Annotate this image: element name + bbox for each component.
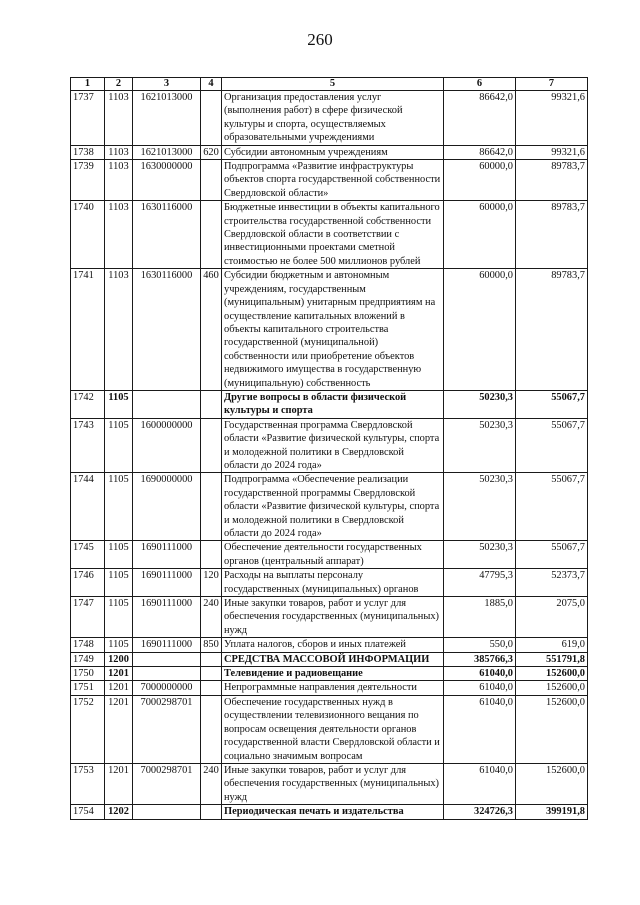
amount-2021: 89783,7 [516, 201, 588, 269]
column-header: 3 [133, 78, 201, 91]
target-item-code: 1690111000 [133, 541, 201, 569]
target-item-code: 7000298701 [133, 695, 201, 763]
column-header: 7 [516, 78, 588, 91]
section-code: 1103 [105, 91, 133, 146]
target-item-code: 1630116000 [133, 201, 201, 269]
table-row [71, 652, 588, 666]
table-row [71, 390, 588, 418]
amount-2021: 152600,0 [516, 681, 588, 695]
section-code: 1105 [105, 418, 133, 473]
row-number: 1749 [71, 652, 105, 666]
amount-2020: 1885,0 [444, 597, 516, 638]
amount-2021: 99321,6 [516, 145, 588, 159]
column-header: 4 [201, 78, 222, 91]
expense-type-code [201, 473, 222, 541]
row-number: 1748 [71, 638, 105, 652]
table-row [71, 569, 588, 597]
row-number: 1745 [71, 541, 105, 569]
table-row [71, 269, 588, 391]
item-name: Периодическая печать и издательства [222, 805, 444, 819]
expense-type-code [201, 418, 222, 473]
amount-2020: 61040,0 [444, 695, 516, 763]
amount-2021: 55067,7 [516, 473, 588, 541]
item-name: Другие вопросы в области физической культуры и спорта [222, 390, 444, 418]
target-item-code [133, 805, 201, 819]
expense-type-code [201, 805, 222, 819]
target-item-code [133, 667, 201, 681]
target-item-code: 1630116000 [133, 269, 201, 391]
table-row [71, 597, 588, 638]
table-row [71, 667, 588, 681]
expense-type-code [201, 91, 222, 146]
section-code: 1105 [105, 569, 133, 597]
row-number: 1738 [71, 145, 105, 159]
item-name: Телевидение и радиовещание [222, 667, 444, 681]
target-item-code: 1621013000 [133, 145, 201, 159]
section-code: 1103 [105, 160, 133, 201]
expense-type-code: 120 [201, 569, 222, 597]
amount-2021: 152600,0 [516, 695, 588, 763]
row-number: 1742 [71, 390, 105, 418]
amount-2020: 50230,3 [444, 473, 516, 541]
expense-type-code [201, 695, 222, 763]
expense-type-code [201, 652, 222, 666]
column-header: 2 [105, 78, 133, 91]
section-code: 1201 [105, 681, 133, 695]
item-name: Непрограммные направления деятельности [222, 681, 444, 695]
section-code: 1103 [105, 145, 133, 159]
item-name: Государственная программа Свердловской области «Развитие физической культуры, спорта и молодежной политики в Свердловской области до 2024 года» [222, 418, 444, 473]
section-code: 1201 [105, 667, 133, 681]
row-number: 1753 [71, 763, 105, 804]
amount-2020: 86642,0 [444, 145, 516, 159]
item-name: Субсидии бюджетным и автономным учреждениям, государственным (муниципальным) унитарным предприятиям на осуществление капитальных вложений в объекты капитального строительства государственной (муниципальной) собственности или приобретение объектов недвижимого имущества в государственную (муниципальную) собственность [222, 269, 444, 391]
target-item-code: 7000298701 [133, 763, 201, 804]
column-header: 5 [222, 78, 444, 91]
amount-2021: 55067,7 [516, 418, 588, 473]
row-number: 1743 [71, 418, 105, 473]
section-code: 1201 [105, 763, 133, 804]
row-number: 1747 [71, 597, 105, 638]
amount-2020: 50230,3 [444, 418, 516, 473]
target-item-code: 1630000000 [133, 160, 201, 201]
table-row [71, 201, 588, 269]
amount-2020: 50230,3 [444, 390, 516, 418]
row-number: 1737 [71, 91, 105, 146]
section-code: 1103 [105, 201, 133, 269]
row-number: 1751 [71, 681, 105, 695]
amount-2020: 47795,3 [444, 569, 516, 597]
row-number: 1754 [71, 805, 105, 819]
target-item-code: 1690111000 [133, 597, 201, 638]
table-row [71, 160, 588, 201]
table-row [71, 805, 588, 819]
target-item-code: 7000000000 [133, 681, 201, 695]
amount-2020: 61040,0 [444, 667, 516, 681]
target-item-code: 1621013000 [133, 91, 201, 146]
table-row [71, 763, 588, 804]
row-number: 1744 [71, 473, 105, 541]
item-name: Обеспечение государственных нужд в осуществлении телевизионного вещания по вопросам освещения деятельности органов государственной власти Свердловской области и социально значимым вопросам [222, 695, 444, 763]
target-item-code: 1690000000 [133, 473, 201, 541]
section-code: 1105 [105, 638, 133, 652]
expense-type-code: 240 [201, 597, 222, 638]
section-code: 1202 [105, 805, 133, 819]
amount-2020: 86642,0 [444, 91, 516, 146]
expense-type-code [201, 160, 222, 201]
expense-type-code [201, 667, 222, 681]
item-name: Бюджетные инвестиции в объекты капитального строительства государственной собственности Свердловской области в соответствии с инвестиционными проектами сметной стоимостью не более 500 миллионов рублей [222, 201, 444, 269]
amount-2021: 551791,8 [516, 652, 588, 666]
section-code: 1105 [105, 473, 133, 541]
table-row [71, 541, 588, 569]
expense-type-code [201, 681, 222, 695]
item-name: Организация предоставления услуг (выполнения работ) в сфере физической культуры и спорта, осуществляемых образовательными учреждениями [222, 91, 444, 146]
expense-type-code: 850 [201, 638, 222, 652]
target-item-code: 1690111000 [133, 638, 201, 652]
item-name: Обеспечение деятельности государственных органов (центральный аппарат) [222, 541, 444, 569]
section-code: 1103 [105, 269, 133, 391]
amount-2020: 60000,0 [444, 201, 516, 269]
expense-type-code [201, 541, 222, 569]
row-number: 1746 [71, 569, 105, 597]
row-number: 1740 [71, 201, 105, 269]
expense-type-code: 620 [201, 145, 222, 159]
amount-2020: 324726,3 [444, 805, 516, 819]
budget-table [70, 77, 588, 820]
item-name: Иные закупки товаров, работ и услуг для обеспечения государственных (муниципальных) нужд [222, 763, 444, 804]
section-code: 1105 [105, 597, 133, 638]
table-row [71, 473, 588, 541]
row-number: 1752 [71, 695, 105, 763]
target-item-code: 1690111000 [133, 569, 201, 597]
target-item-code [133, 390, 201, 418]
amount-2020: 60000,0 [444, 160, 516, 201]
row-number: 1741 [71, 269, 105, 391]
target-item-code: 1600000000 [133, 418, 201, 473]
expense-type-code: 460 [201, 269, 222, 391]
row-number: 1750 [71, 667, 105, 681]
amount-2021: 55067,7 [516, 541, 588, 569]
amount-2021: 2075,0 [516, 597, 588, 638]
column-header: 6 [444, 78, 516, 91]
amount-2020: 61040,0 [444, 681, 516, 695]
section-code: 1105 [105, 541, 133, 569]
amount-2021: 99321,6 [516, 91, 588, 146]
expense-type-code: 240 [201, 763, 222, 804]
amount-2020: 60000,0 [444, 269, 516, 391]
amount-2021: 152600,0 [516, 667, 588, 681]
amount-2020: 385766,3 [444, 652, 516, 666]
item-name: Уплата налогов, сборов и иных платежей [222, 638, 444, 652]
item-name: СРЕДСТВА МАССОВОЙ ИНФОРМАЦИИ [222, 652, 444, 666]
amount-2021: 52373,7 [516, 569, 588, 597]
target-item-code [133, 652, 201, 666]
amount-2021: 89783,7 [516, 160, 588, 201]
amount-2021: 619,0 [516, 638, 588, 652]
item-name: Подпрограмма «Обеспечение реализации государственной программы Свердловской области «Развитие физической культуры, спорта и молодежной политики в Свердловской области до 2024 года» [222, 473, 444, 541]
item-name: Подпрограмма «Развитие инфраструктуры объектов спорта государственной собственности Свердловской области» [222, 160, 444, 201]
table-row [71, 681, 588, 695]
expense-type-code [201, 201, 222, 269]
item-name: Расходы на выплаты персоналу государственных (муниципальных) органов [222, 569, 444, 597]
column-header: 1 [71, 78, 105, 91]
section-code: 1105 [105, 390, 133, 418]
amount-2020: 50230,3 [444, 541, 516, 569]
table-row [71, 91, 588, 146]
amount-2021: 152600,0 [516, 763, 588, 804]
section-code: 1200 [105, 652, 133, 666]
page-number: 260 [307, 30, 333, 49]
amount-2020: 550,0 [444, 638, 516, 652]
amount-2020: 61040,0 [444, 763, 516, 804]
amount-2021: 55067,7 [516, 390, 588, 418]
amount-2021: 89783,7 [516, 269, 588, 391]
amount-2021: 399191,8 [516, 805, 588, 819]
table-row [71, 695, 588, 763]
expense-type-code [201, 390, 222, 418]
item-name: Иные закупки товаров, работ и услуг для обеспечения государственных (муниципальных) нужд [222, 597, 444, 638]
table-row [71, 418, 588, 473]
item-name: Субсидии автономным учреждениям [222, 145, 444, 159]
table-row [71, 638, 588, 652]
table-row [71, 145, 588, 159]
header-row [71, 78, 588, 91]
section-code: 1201 [105, 695, 133, 763]
row-number: 1739 [71, 160, 105, 201]
